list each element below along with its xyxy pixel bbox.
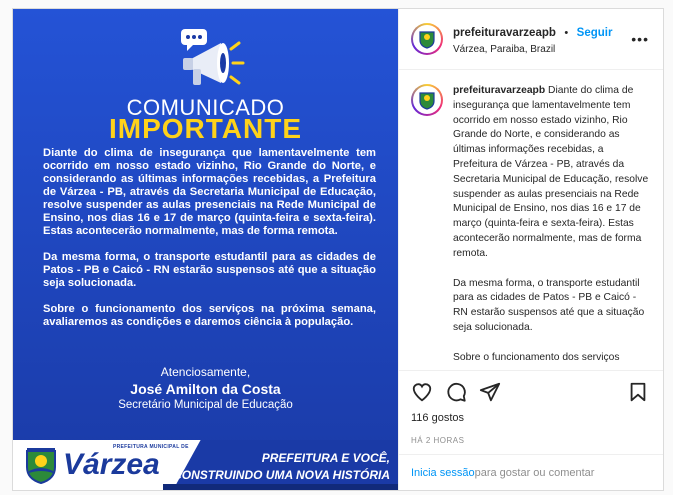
profile-crest-icon (417, 90, 437, 110)
post-timestamp[interactable]: HÁ 2 HORAS (411, 436, 465, 445)
share-icon[interactable] (479, 381, 501, 403)
caption-paragraph: Diante do clima de insegurança que lamentavelmente tem ocorrido em nosso estado vizinho, Rio Grande do Norte, e considerando as últimas informações recebidas, a Prefeitura de Várzea - PB, através da Secretaria Municipal de Educação, resolve suspender as aulas presenciais na Rede Municipal de Ensino, nos dias 16 e 17 de março (quinta-feira e sexta-feira). Estas acontecerão normalmente, mas de forma remota. (453, 85, 649, 259)
announcement-body (43, 147, 376, 342)
caption-area (399, 70, 663, 370)
login-prompt-text: para gostar ou comentar (474, 466, 595, 479)
megaphone-icon (173, 23, 245, 95)
sign-role: Secretário Municipal de Educação (118, 399, 293, 411)
header-username[interactable]: prefeituravarzeapb (453, 27, 556, 39)
login-prompt (399, 454, 663, 490)
header-separator: • (564, 27, 569, 39)
announcement-paragraph: Sobre o funcionamento dos serviços na próxima semana, avaliaremos as condições e daremos ciência à população. (43, 303, 376, 328)
sign-greeting: Atenciosamente, (160, 365, 251, 379)
slogan-line: CONSTRUINDO UMA NOVA HISTÓRIA (173, 468, 390, 482)
follow-button[interactable]: Seguir (576, 27, 613, 39)
announcement-paragraph: Da mesma forma, o transporte estudantil para as cidades de Patos - PB e Caicó - RN estarão suspensos até que a situação seja solucionada. (43, 251, 376, 289)
slogan (173, 450, 390, 484)
profile-crest-icon (417, 29, 437, 49)
announcement-paragraph: Diante do clima de insegurança que lamentavelmente tem ocorrido em nosso estado vizinho, Rio Grande do Norte, e considerando as últimas informações recebidas, a Prefeitura de Várzea - PB, através da Secretaria Municipal de Educação, resolve suspender as aulas presenciais na Rede Municipal de Ensino, nos dias 16 e 17 de março (quinta-feira e sexta-feira). Estas acontecerão normalmente, mas de forma remota. (43, 147, 376, 237)
avatar[interactable] (411, 23, 443, 55)
likes-count[interactable]: 116 gostos (411, 412, 465, 424)
logo-wordmark: Várzea (63, 448, 160, 481)
action-bar (399, 370, 663, 412)
slogan-line: PREFEITURA E VOCÊ, (261, 451, 390, 465)
login-link[interactable]: Inicia sessão (411, 466, 475, 479)
caption-username[interactable]: prefeituravarzeapb (453, 85, 546, 96)
post-frame (12, 8, 664, 491)
heart-icon[interactable] (411, 381, 433, 403)
bookmark-icon[interactable] (627, 381, 649, 403)
comment-icon[interactable] (445, 381, 467, 403)
caption-avatar[interactable] (411, 84, 443, 116)
comunicado-heading: COMUNICADO (126, 95, 285, 120)
caption-paragraph: Da mesma forma, o transporte estudantil para as cidades de Patos - PB e Caicó - RN estarão suspensos até que a situação seja solucionada. (453, 277, 645, 333)
sign-name: José Amilton da Costa (130, 381, 281, 397)
post-sidebar (398, 9, 663, 490)
post-header (399, 9, 663, 70)
importante-heading: IMPORTANTE (108, 113, 303, 144)
image-footer-band (13, 440, 398, 490)
location-link[interactable]: Várzea, Paraiba, Brazil (453, 44, 556, 55)
caption-text (453, 84, 651, 370)
more-options-icon[interactable]: ••• (631, 31, 649, 47)
caption-paragraph: Sobre o funcionamento dos serviços (453, 351, 620, 363)
signature-block (13, 365, 398, 411)
logo-caption: PREFEITURA MUNICIPAL DE (113, 444, 189, 450)
city-crest-icon (21, 445, 61, 485)
post-image[interactable] (13, 9, 398, 490)
